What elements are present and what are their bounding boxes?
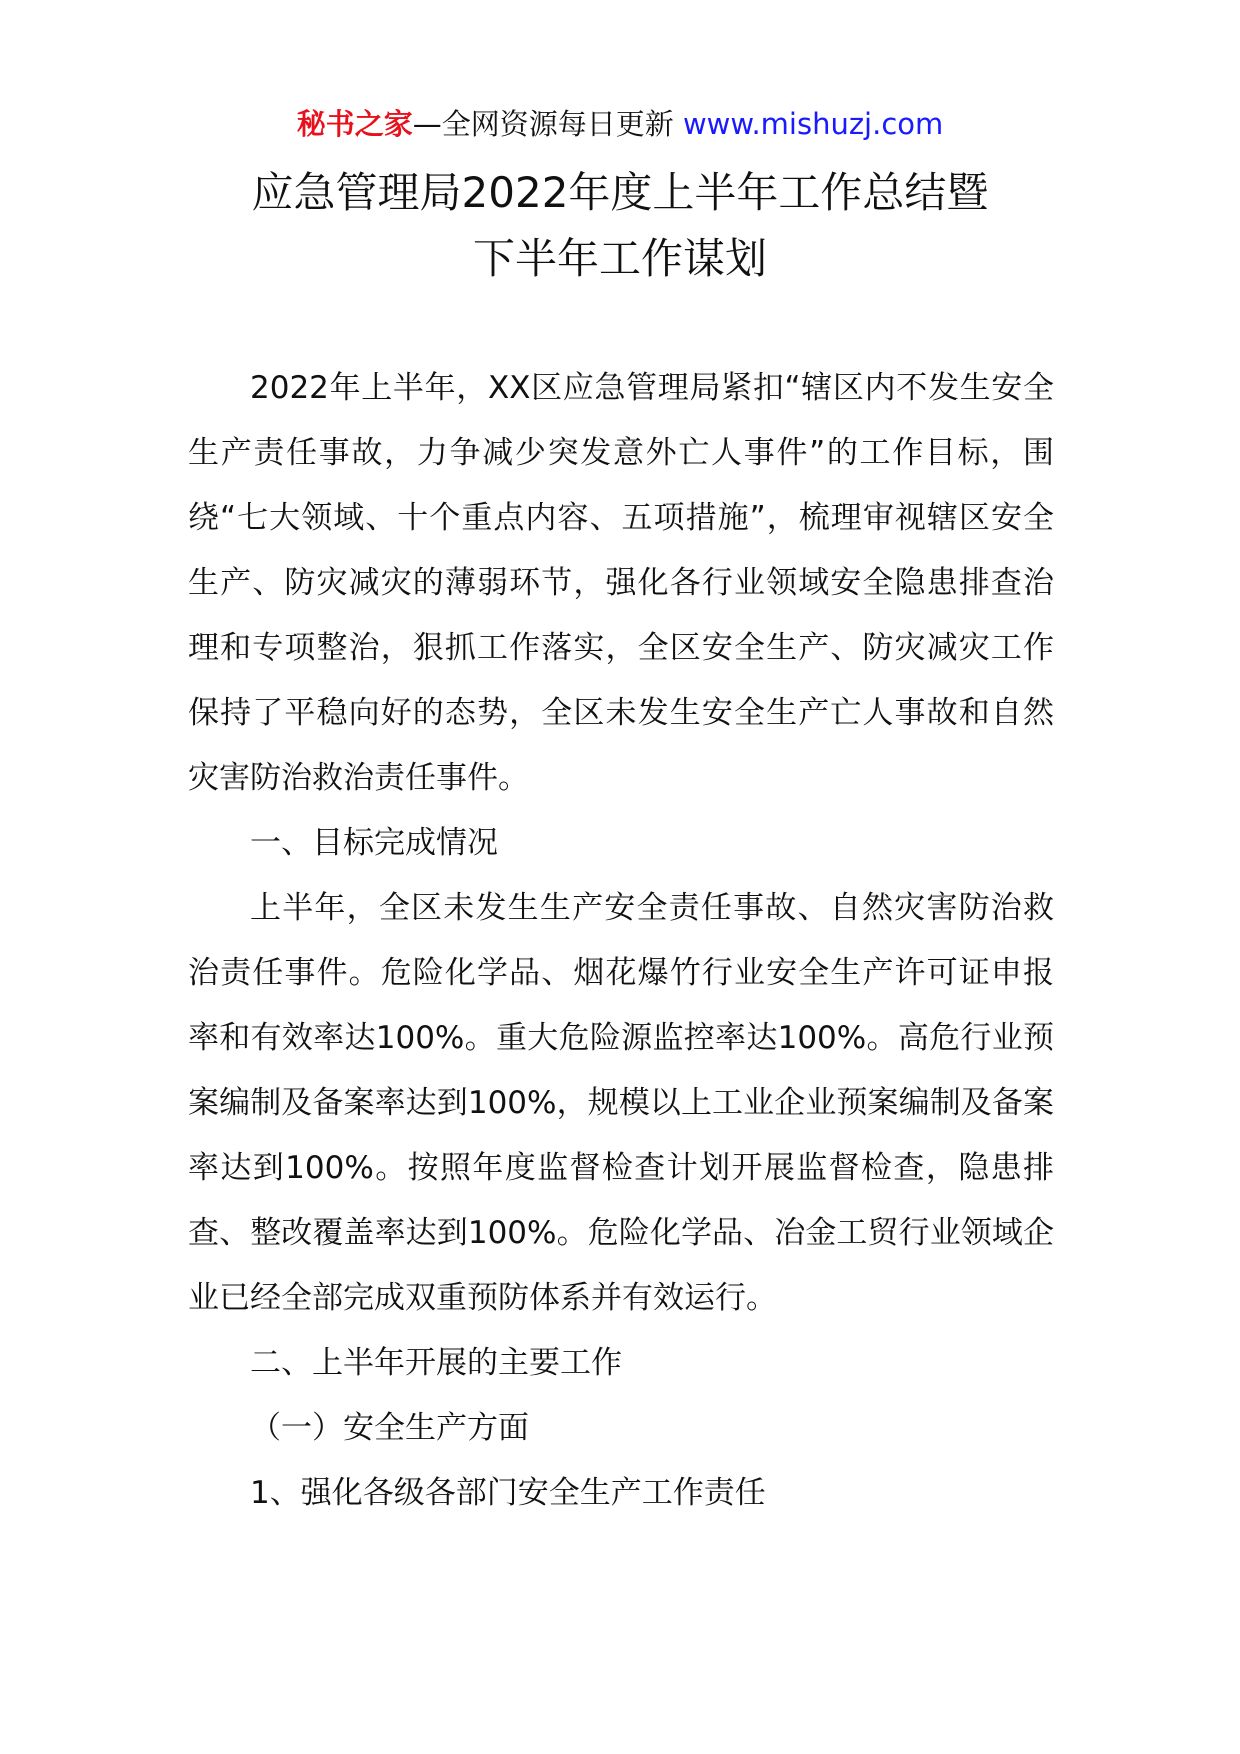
section-1-paragraph: 上半年，全区未发生生产安全责任事故、自然灾害防治救治责任事件。危险化学品、烟花爆竹行业安全生产许可证申报率和有效率达100%。重大危险源监控率达100%。高危行业预案编制及备案率达到100%，规模以上工业企业预案编制及备案率达到100%。按照年度监督检查计划开展监督检查，隐患排查、整改覆盖率达到100%。危险化学品、冶金工贸行业领域企业已经全部完成双重预防体系并有效运行。 [188,890,1054,1316]
item-heading-1: 1、强化各级各部门安全生产工作责任 [250,1475,766,1511]
title-line-2: 下半年工作谋划 [472,234,767,283]
subsection-heading-1: （一）安全生产方面 [250,1410,529,1446]
section-heading-1: 一、目标完成情况 [250,825,498,861]
site-header [0,104,1240,144]
site-url-link[interactable]: www.mishuzj.com [682,107,944,141]
section-heading-2: 二、上半年开展的主要工作 [250,1345,622,1381]
document-title [0,160,1240,292]
intro-paragraph: 2022年上半年，XX区应急管理局紧扣“辖区内不发生安全生产责任事故，力争减少突发意外亡人事件”的工作目标，围绕“七大领域、十个重点内容、五项措施”，梳理审视辖区安全生产、防灾减灾的薄弱环节，强化各行业领域安全隐患排查治理和专项整治，狠抓工作落实，全区安全生产、防灾减灾工作保持了平稳向好的态势，全区未发生安全生产亡人事故和自然灾害防治救治责任事件。 [188,370,1054,796]
title-line-1: 应急管理局2022年度上半年工作总结暨 [251,168,989,217]
site-brand: 秘书之家 [296,107,413,141]
document-body [188,356,1054,1526]
site-slogan: —全网资源每日更新 [412,107,683,141]
